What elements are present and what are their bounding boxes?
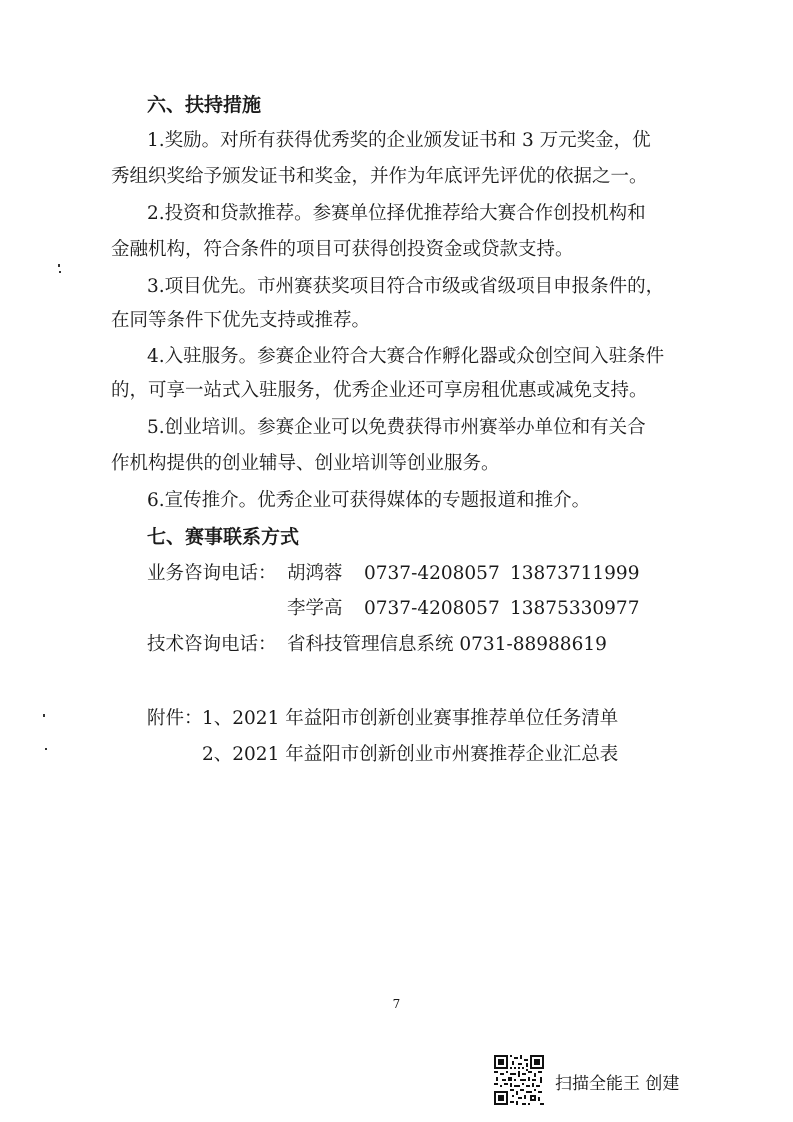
contact-name: 李学高	[287, 598, 343, 619]
paragraph-line: 作机构提供的创业辅导、创业培训等创业服务。	[111, 453, 500, 474]
paragraph-line: 6.宣传推介。优秀企业可获得媒体的专题报道和推介。	[147, 490, 591, 511]
paragraph-line: 在同等条件下优先支持或推荐。	[111, 310, 371, 331]
paragraph-line: 秀组织奖给予颁发证书和奖金，并作为年底评先评优的依据之一。	[111, 166, 648, 187]
paragraph-line: 2.投资和贷款推荐。参赛单位择优推荐给大赛合作创投机构和	[147, 203, 646, 224]
business-contact-label: 业务咨询电话：	[147, 563, 277, 584]
paragraph-line: 4.入驻服务。参赛企业符合大赛合作孵化器或众创空间入驻条件	[147, 346, 665, 367]
qr-code-icon	[494, 1055, 544, 1105]
paragraph-line: 金融机构，符合条件的项目可获得创投资金或贷款支持。	[111, 239, 574, 260]
contact-name: 胡鸿蓉	[287, 563, 343, 584]
paragraph-line: 的，可享一站式入驻服务，优秀企业还可享房租优惠或减免支持。	[111, 380, 648, 401]
attachments-label: 附件：	[147, 708, 203, 729]
section-heading-support: 六、扶持措施	[147, 94, 262, 116]
scan-speck	[43, 714, 45, 717]
contact-phone: 0737-4208057	[364, 598, 500, 619]
attachment-item: 1、2021 年益阳市创新创业赛事推荐单位任务清单	[202, 708, 619, 729]
contact-mobile: 13873711999	[510, 563, 640, 584]
tech-contact-label: 技术咨询电话：	[147, 634, 277, 655]
attachment-item: 2、2021 年益阳市创新创业市州赛推荐企业汇总表	[202, 744, 619, 765]
scan-speck	[45, 748, 47, 750]
paragraph-line: 5.创业培训。参赛企业可以免费获得市州赛举办单位和有关合	[147, 417, 646, 438]
scan-speck	[58, 264, 60, 267]
scanner-brand-watermark: 扫描全能王 创建	[555, 1074, 680, 1094]
paragraph-line: 3.项目优先。市州赛获奖项目符合市级或省级项目申报条件的，	[147, 276, 665, 297]
contact-phone: 0737-4208057	[364, 563, 500, 584]
page-number: 7	[392, 997, 401, 1011]
paragraph-line: 1.奖励。对所有获得优秀奖的企业颁发证书和 3 万元奖金，优	[147, 130, 651, 151]
tech-contact-value: 省科技管理信息系统 0731-88988619	[287, 634, 607, 655]
scan-speck	[59, 271, 61, 273]
section-heading-contacts: 七、赛事联系方式	[147, 526, 300, 548]
contact-mobile: 13875330977	[510, 598, 640, 619]
